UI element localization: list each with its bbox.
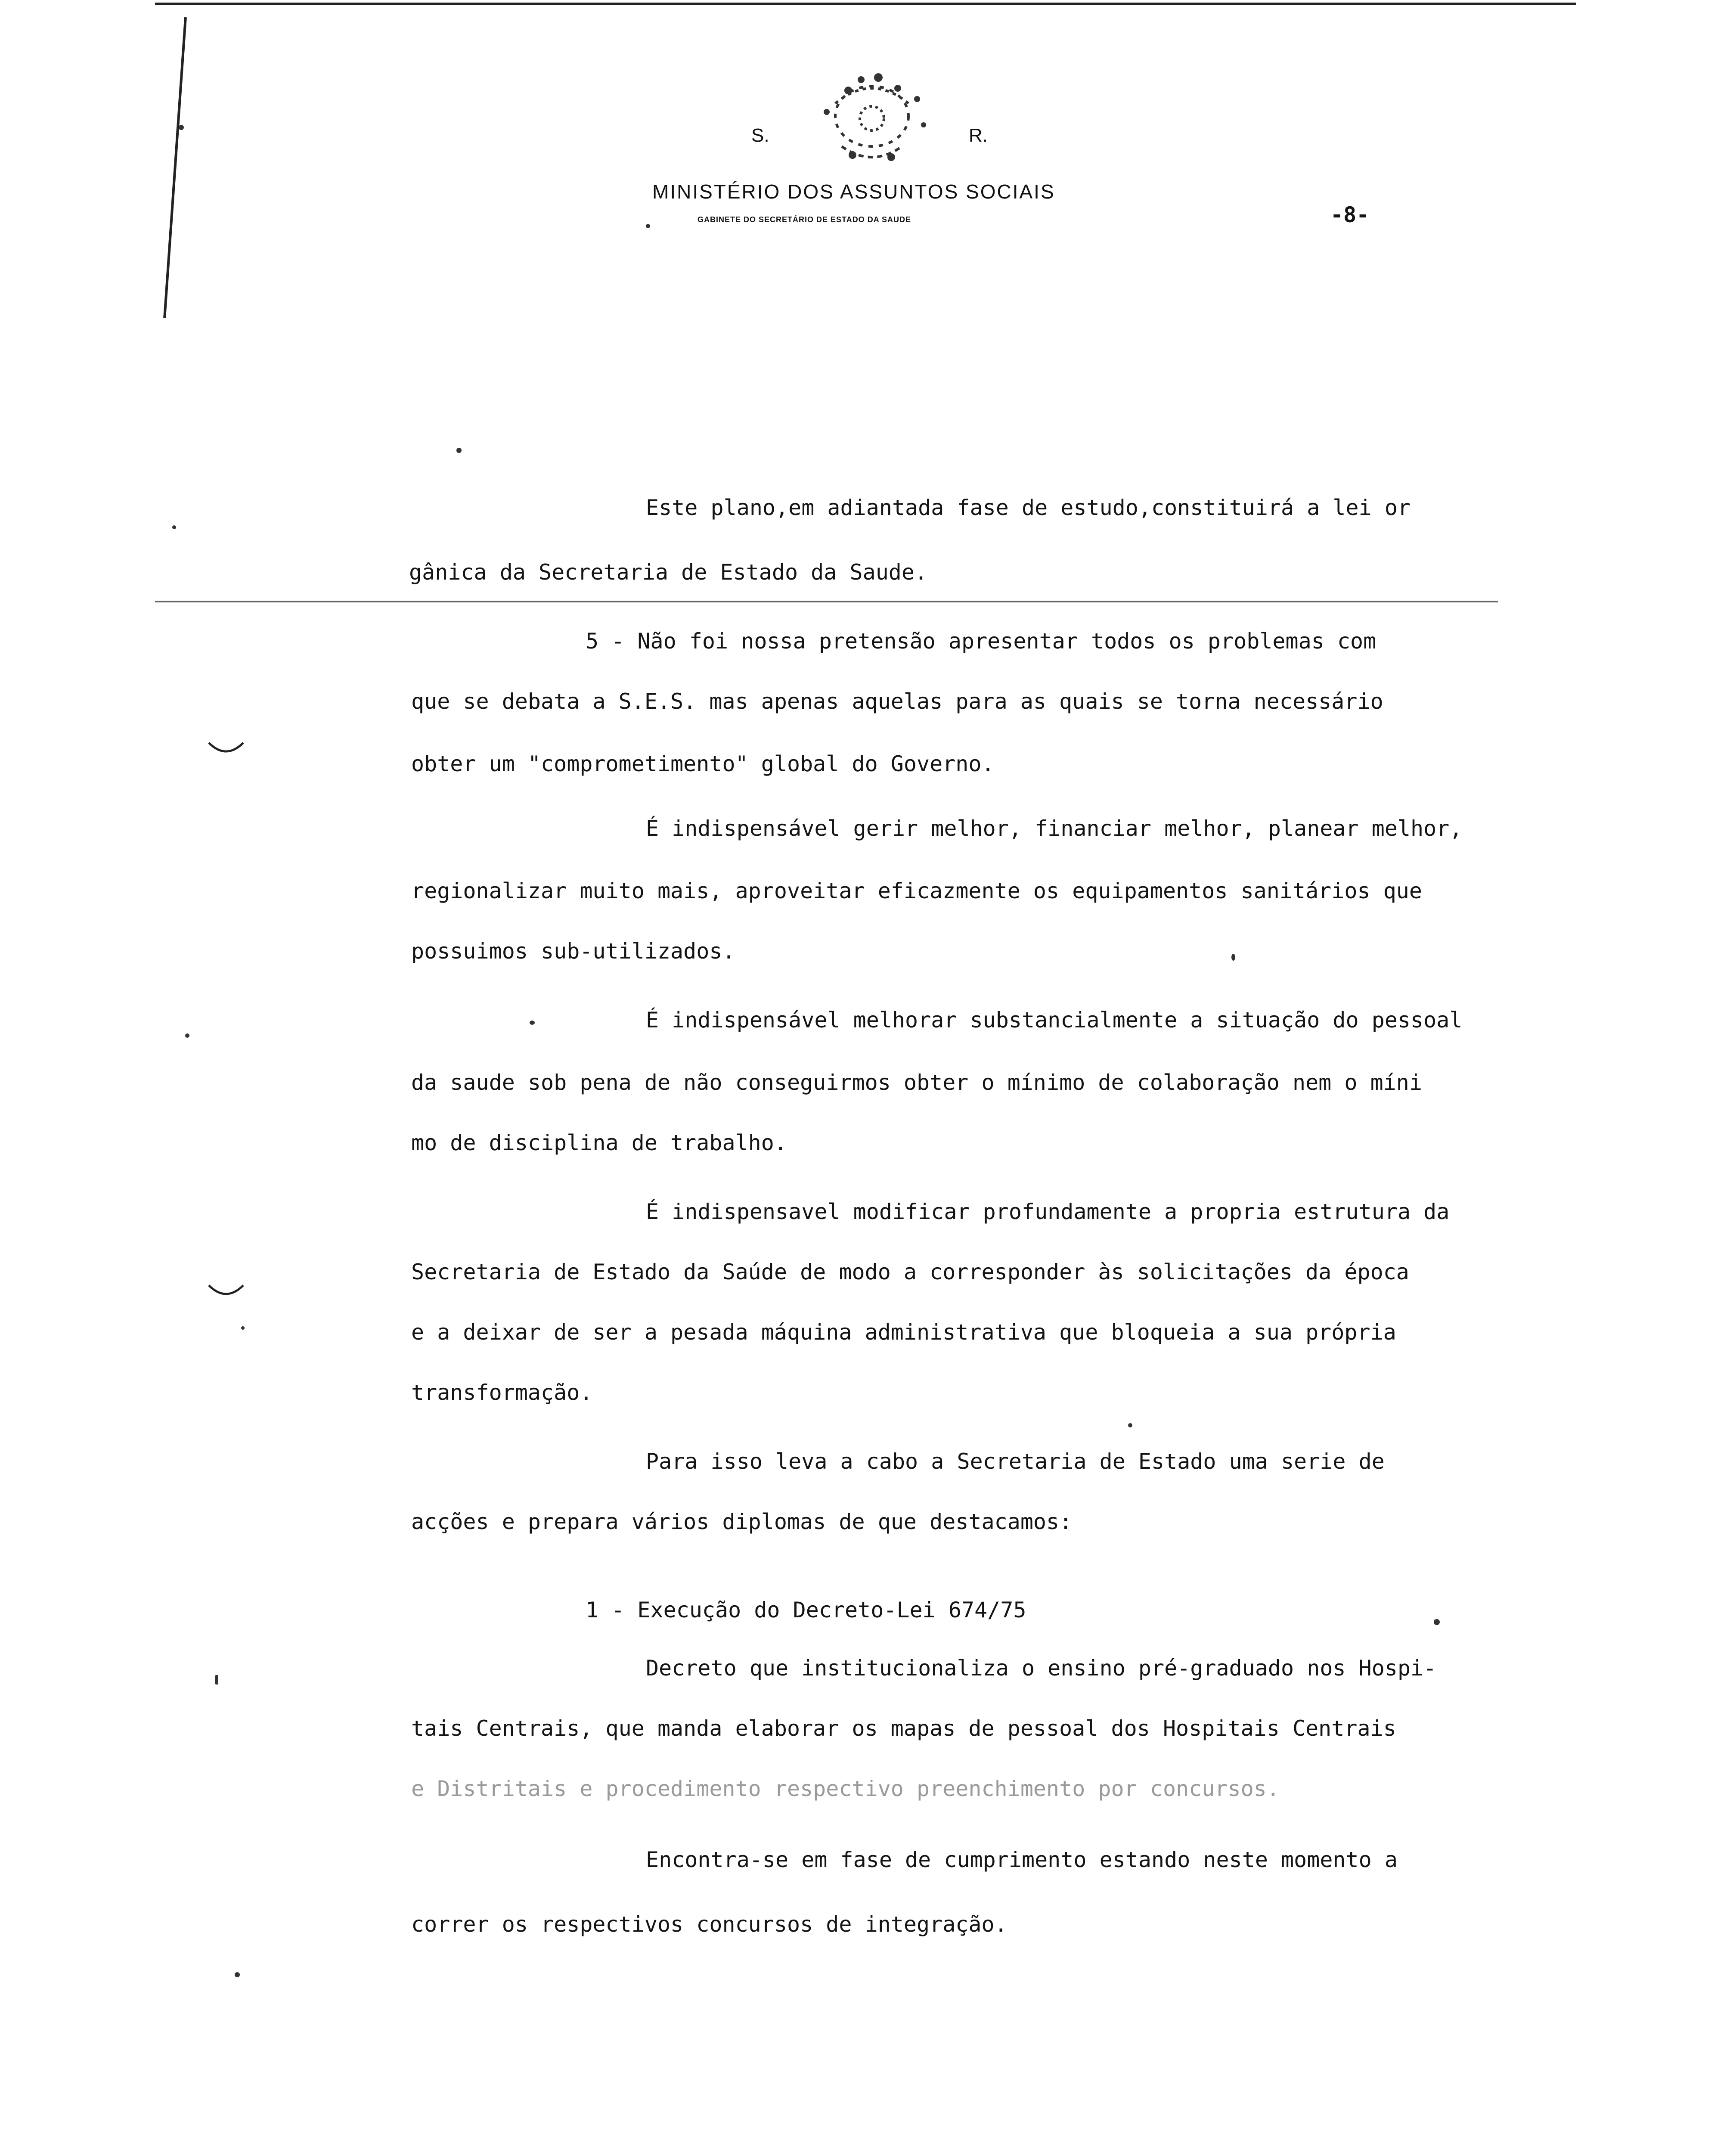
paragraph-4-line-1: É indispensável melhorar substancialmente a situação do pessoal [646,1008,1463,1033]
horizontal-divider [155,601,1498,602]
paragraph-3-line-3: possuimos sub-utilizados. [411,939,735,964]
paragraph-6-line-2: acções e prepara vários diplomas de que destacamos: [411,1509,1073,1534]
cabinet-subtitle: GABINETE DO SECRETÁRIO DE ESTADO DA SAUDE [698,215,911,224]
paragraph-4-line-3: mo de disciplina de trabalho. [411,1130,787,1155]
scan-speck [1128,1423,1132,1427]
scan-speck [172,525,176,529]
coat-of-arms-seal [801,65,943,177]
letterhead-left-initial: S. [751,125,769,146]
item-1-line-5: correr os respectivos concursos de integração. [411,1912,1008,1937]
scan-speck [179,125,184,130]
paragraph-3-line-2: regionalizar muito mais, aproveitar eficazmente os equipamentos sanitários que [411,878,1422,903]
scan-speck [235,1972,240,1977]
paragraph-1-line-1: Este plano,em adiantada fase de estudo,constituirá a lei or [646,495,1411,520]
page-number: -8- [1330,202,1370,227]
scan-speck [1231,954,1235,961]
paragraph-2-line-3: obter um "comprometimento" global do Governo. [411,751,995,776]
item-1-line-1: Decreto que institucionaliza o ensino pré-graduado nos Hospi- [646,1656,1437,1681]
scan-speck [241,1326,245,1330]
scan-speck [1434,1619,1440,1625]
margin-arc-mark [207,741,245,758]
item-1-line-3: e Distritais e procedimento respectivo preenchimento por concursos. [411,1776,1280,1801]
paragraph-5-line-3: e a deixar de ser a pesada máquina administrativa que bloqueia a sua própria [411,1320,1396,1345]
scan-speck [215,1675,218,1685]
left-margin-mark [163,17,187,318]
paragraph-4-line-2: da saude sob pena de não conseguirmos obter o mínimo de colaboração nem o míni [411,1070,1422,1095]
paragraph-6-line-1: Para isso leva a cabo a Secretaria de Estado uma serie de [646,1449,1385,1474]
scan-speck [530,1021,535,1025]
paragraph-2-line-2: que se debata a S.E.S. mas apenas aquelas para as quais se torna necessário [411,689,1383,714]
letterhead-right-initial: R. [969,125,988,146]
paragraph-2-line-1: 5 - Não foi nossa pretensão apresentar todos os problemas com [586,629,1376,654]
paragraph-5-line-2: Secretaria de Estado da Saúde de modo a corresponder às solicitações da época [411,1260,1409,1284]
ministry-title: MINISTÉRIO DOS ASSUNTOS SOCIAIS [652,180,1055,203]
scan-speck [646,224,650,228]
item-1-line-4: Encontra-se em fase de cumprimento estando neste momento a [646,1847,1398,1872]
item-1-heading: 1 - Execução do Decreto-Lei 674/75 [586,1598,1026,1623]
item-1-line-2: tais Centrais, que manda elaborar os mapas de pessoal dos Hospitais Centrais [411,1716,1396,1741]
paragraph-3-line-1: É indispensável gerir melhor, financiar melhor, planear melhor, [646,816,1463,841]
paragraph-5-line-1: É indispensavel modificar profundamente a propria estrutura da [646,1199,1450,1224]
margin-arc-mark [207,1283,245,1300]
scan-speck [185,1033,189,1038]
top-scan-edge [155,3,1576,5]
paragraph-1-line-2: gânica da Secretaria de Estado da Saude. [409,560,928,585]
paragraph-5-line-4: transformação. [411,1380,593,1405]
scan-speck [456,448,462,453]
